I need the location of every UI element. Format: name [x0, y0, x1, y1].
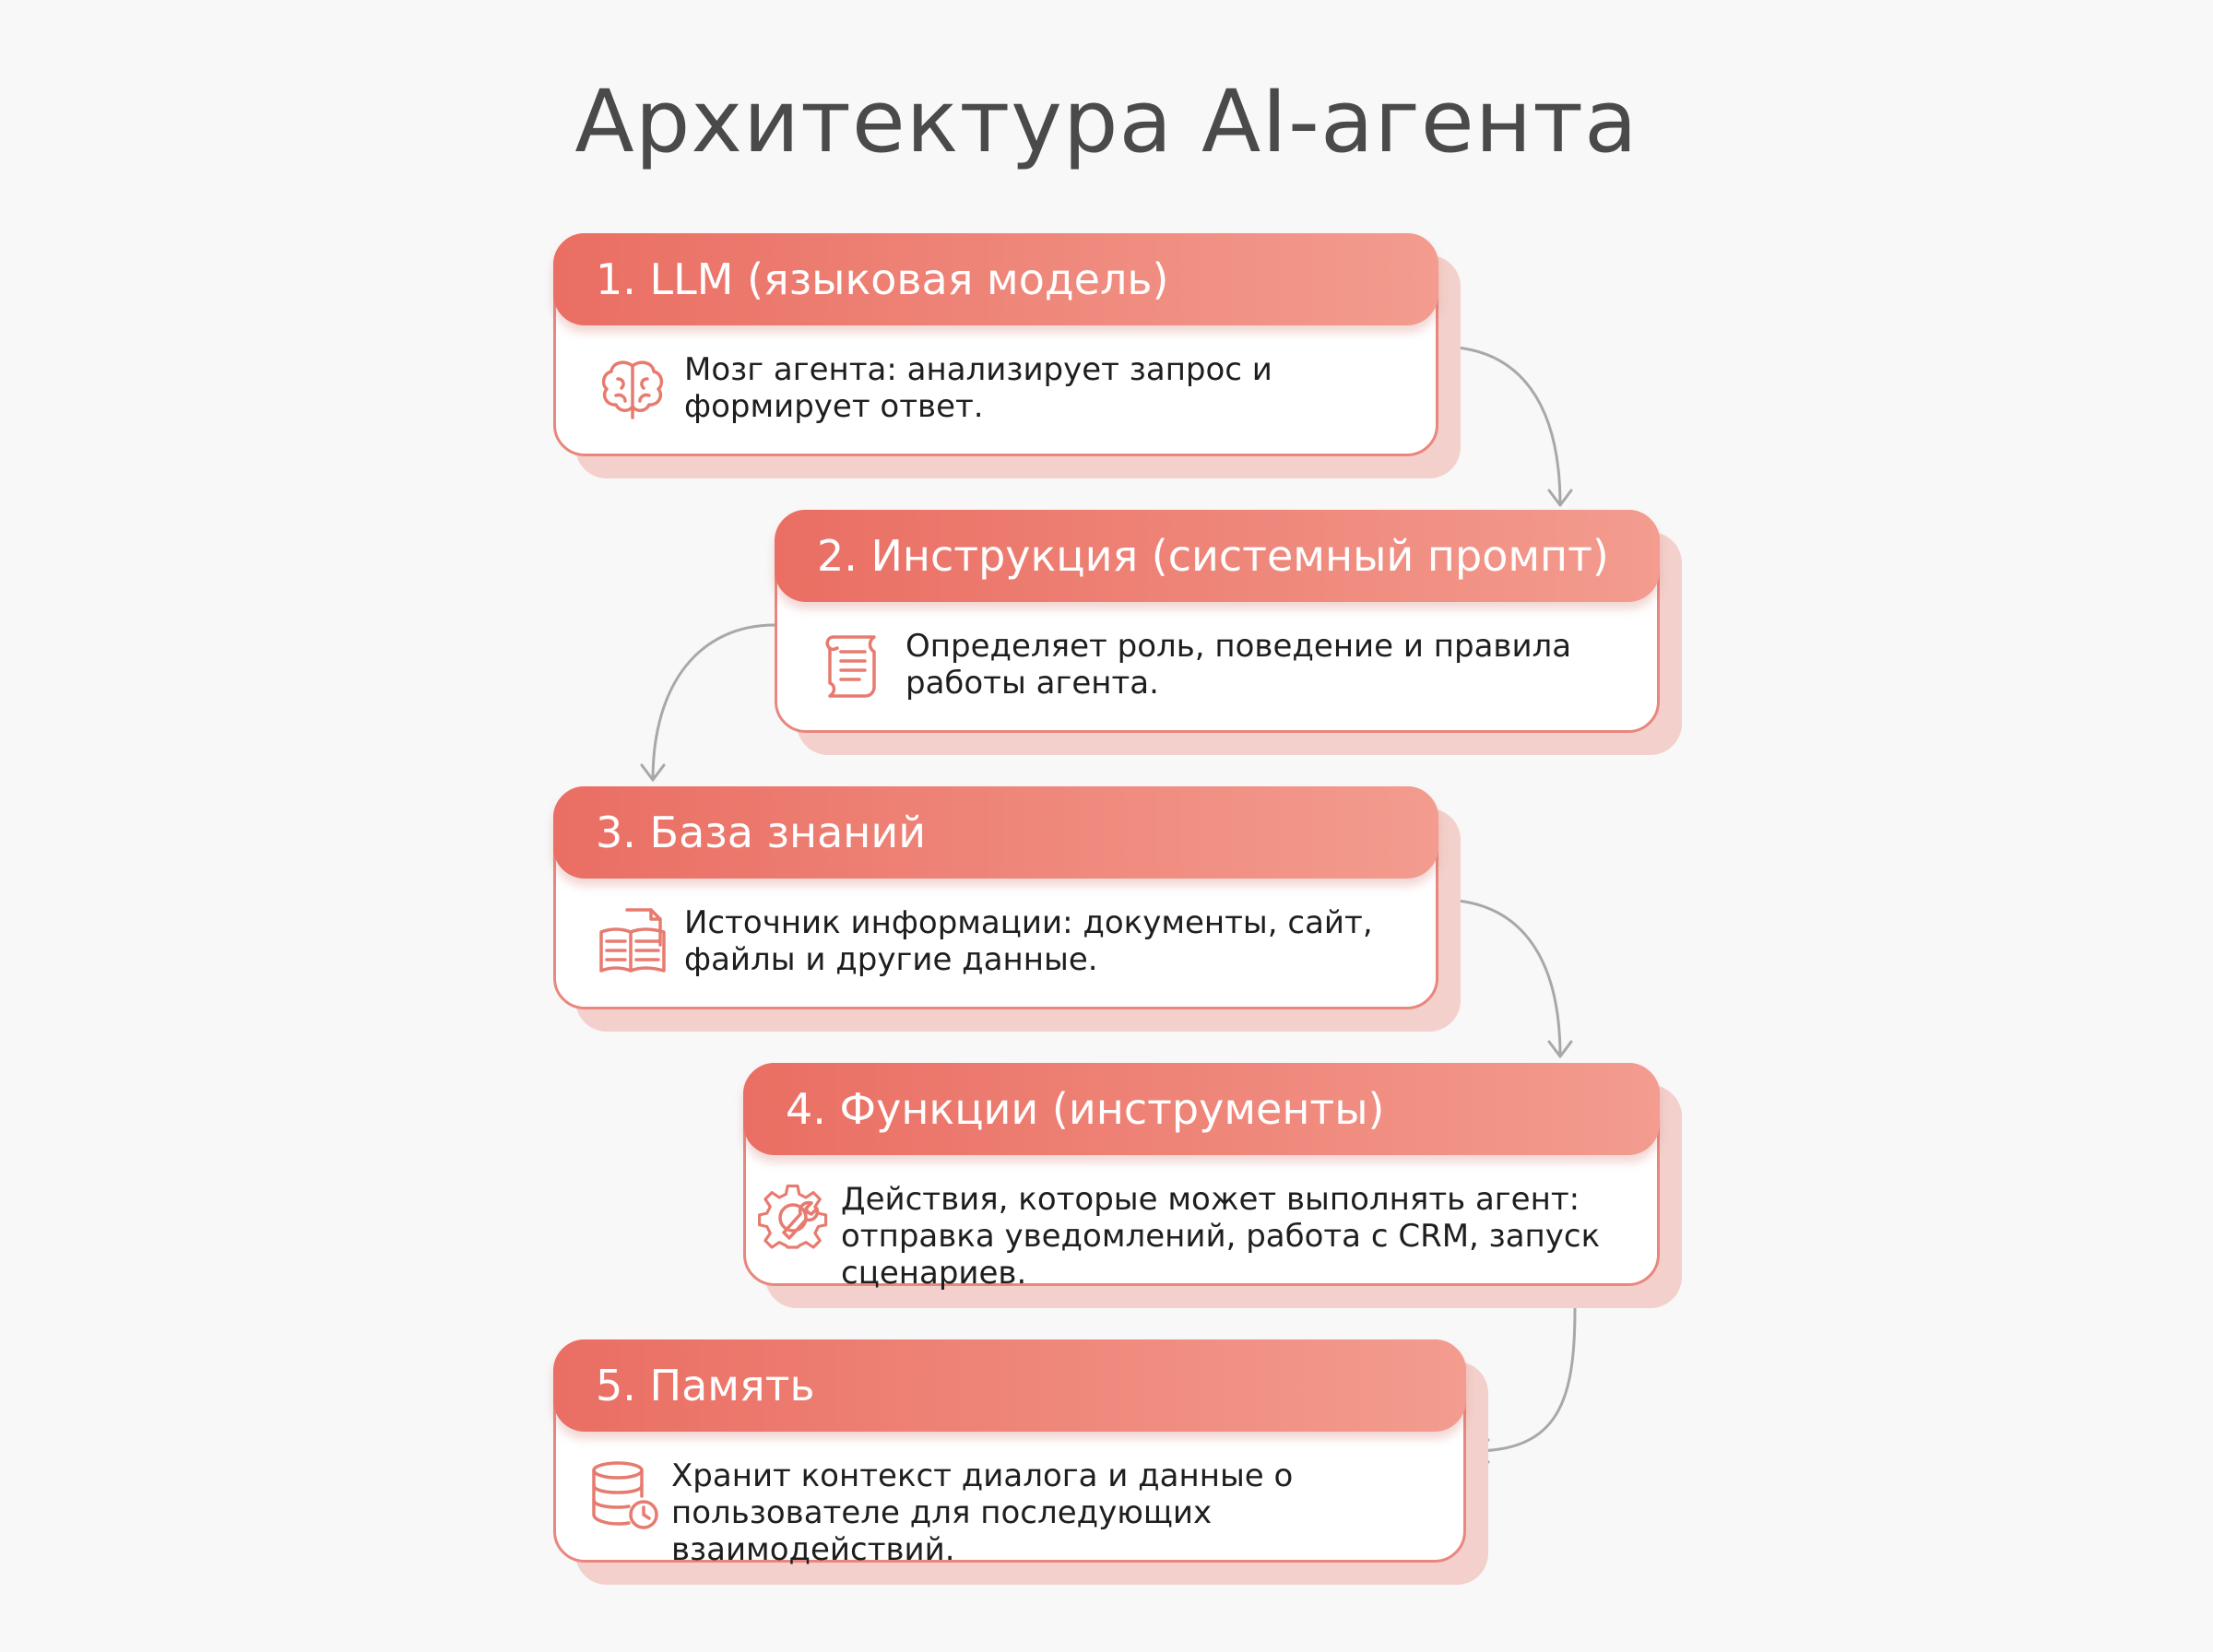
step-description: Определяет роль, поведение и правила работы агента.: [905, 628, 1572, 702]
step-heading: 4. Функции (инструменты): [743, 1063, 1660, 1155]
step-card-knowledge-base: [553, 786, 1438, 1009]
database-clock-icon: [588, 1457, 662, 1531]
step-heading: 3. База знаний: [553, 786, 1438, 879]
brain-icon: [596, 351, 669, 425]
step-heading: 5. Память: [553, 1339, 1466, 1432]
arrow-4-to-5: [1473, 1309, 1575, 1451]
arrow-2-to-3: [653, 625, 775, 780]
step-card-functions: [743, 1063, 1660, 1292]
step-heading: 1. LLM (языковая модель): [553, 233, 1438, 325]
step-card-memory: [553, 1339, 1466, 1568]
page-title: Архитектура AI-агента: [574, 72, 1639, 172]
step-heading: 2. Инструкция (системный промпт): [775, 510, 1660, 602]
step-description: Мозг агента: анализирует запрос и формирует ответ.: [684, 351, 1272, 425]
documents-icon: [596, 904, 669, 978]
scroll-icon: [817, 628, 891, 702]
step-description: Действия, которые может выполнять агент: отправка уведомлений, работа с CRM, запуск сценариев.: [841, 1181, 1601, 1292]
gear-wrench-icon: [756, 1181, 830, 1255]
step-description: Хранит контекст диалога и данные о пользователе для последующих взаимодействий.: [671, 1457, 1294, 1568]
step-description: Источник информации: документы, сайт, файлы и другие данные.: [684, 904, 1373, 978]
step-card-instruction: [775, 510, 1660, 733]
step-card-llm: [553, 233, 1438, 456]
